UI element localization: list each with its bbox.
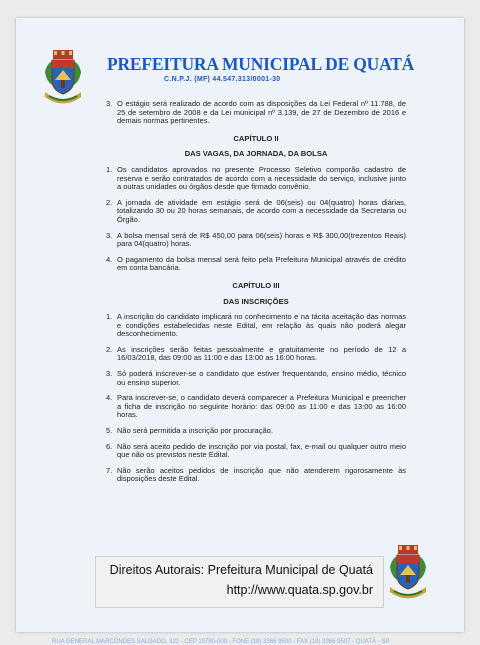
item-number: 3. (106, 99, 113, 108)
chapter-subheading: DAS VAGAS, DA JORNADA, DA BOLSA (184, 149, 328, 159)
list-item (106, 394, 406, 420)
item-text: A jornada de atividade em estágio será de 06(seis) ou 04(quatro) horas diárias, totalizando 30 ou 20 horas semanais, de acordo com a necessidade da Secretaria ou Órgão. (117, 197, 406, 224)
list-item (106, 199, 406, 225)
item-number: 1. (106, 164, 113, 174)
copyright-text: Direitos Autorais: Prefeitura Municipal de Quatá (109, 563, 373, 577)
item-number: 4. (106, 254, 113, 264)
item-number: 4. (106, 393, 113, 403)
item-text: Os candidatos aprovados no presente Processo Seletivo comporão cadastro de reserva e serão contratados de acordo com a necessidade do serviço, inclusive junto a outras unidades ou órgãos desde que firmado convênio. (117, 164, 406, 192)
website-link[interactable]: http://www.quata.sp.gov.br (226, 583, 373, 597)
item-number: 2. (106, 344, 113, 354)
item-number: 3. (106, 230, 113, 240)
list-item (106, 427, 406, 436)
item-number: 7. (106, 465, 113, 475)
chapter-heading: CAPÍTULO III (232, 280, 280, 290)
municipal-coat-of-arms-icon (41, 50, 85, 110)
item-text: Não serão aceitos pedidos de inscrição que não atenderem rigorosamente às disposições deste Edital. (117, 465, 406, 484)
item-text: A bolsa mensal será de R$ 450,00 para 06(seis) horas e R$ 300,00(trezentos Reais) para 04(quatro) horas. (117, 230, 406, 249)
item-number: 6. (106, 441, 113, 451)
edital-body (106, 100, 406, 491)
municipality-title: PREFEITURA MUNICIPAL DE QUATÁ (107, 54, 415, 74)
item-number: 5. (106, 426, 113, 436)
list-item (106, 346, 406, 363)
item-text: A inscrição do candidato implicará no conhecimento e na tácita aceitação das normas e condições estabelecidas neste Edital, em relação às quais não poderá alegar desconhecimento. (117, 312, 406, 339)
item-text: Não será aceito pedido de inscrição por via postal, fax, e-mail ou qualquer outro meio que não os previstos neste Edital. (117, 441, 406, 460)
document-page (16, 18, 464, 645)
list-item (106, 100, 406, 126)
list-item (106, 467, 406, 484)
item-text: Para inscrever-se, o candidato deverá comparecer a Prefeitura Municipal e preencher a ficha de inscrição no seguinte horário: das 09:00 as 11:00 e das 13:00 as 16:00 horas. (117, 393, 406, 420)
item-text: Não será permitida a inscrição por procuração. (117, 426, 273, 436)
item-text: As inscrições serão feitas pessoalmente e gratuitamente no período de 12 a 16/03/2018, das 09:00 as 11:00 e das 13:00 as 16:00 horas. (117, 344, 406, 363)
item-text: Só poderá inscrever-se o candidato que estiver frequentando, ensino médio, técnico ou ensino superior. (117, 369, 406, 387)
item-text: O estágio será realizado de acordo com as disposições da Lei Federal nº 11.788, de 25 de setembro de 2008 e da Lei municipal nº 3.139, de 27 de Dezembro de 2016 e demais normas pertinentes. (117, 99, 406, 126)
item-number: 1. (106, 312, 113, 322)
item-number: 2. (106, 197, 113, 207)
municipal-coat-of-arms-icon (386, 545, 430, 605)
list-item (106, 443, 406, 460)
list-item (106, 166, 406, 192)
cnpj-number: C.N.P.J. (MF) 44.547.313/0001-30 (164, 76, 281, 83)
list-item (106, 370, 406, 387)
copyright-banner (95, 556, 384, 608)
footer-address: RUA GENERAL MARCONDES SALGADO, 322 - CEP 19780-000 - FONE (18) 3366 9500 - FAX (18) 3366 9507 - QUATÁ - SP (52, 639, 390, 645)
list-item (106, 313, 406, 339)
item-text: O pagamento da bolsa mensal será feito pela Prefeitura Municipal através de crédito em conta bancária. (117, 254, 406, 273)
chapter-subheading: DAS INSCRIÇÕES (223, 296, 289, 306)
list-item (106, 256, 406, 273)
list-item (106, 232, 406, 249)
chapter-heading: CAPÍTULO II (233, 133, 279, 143)
item-number: 3. (106, 369, 113, 379)
